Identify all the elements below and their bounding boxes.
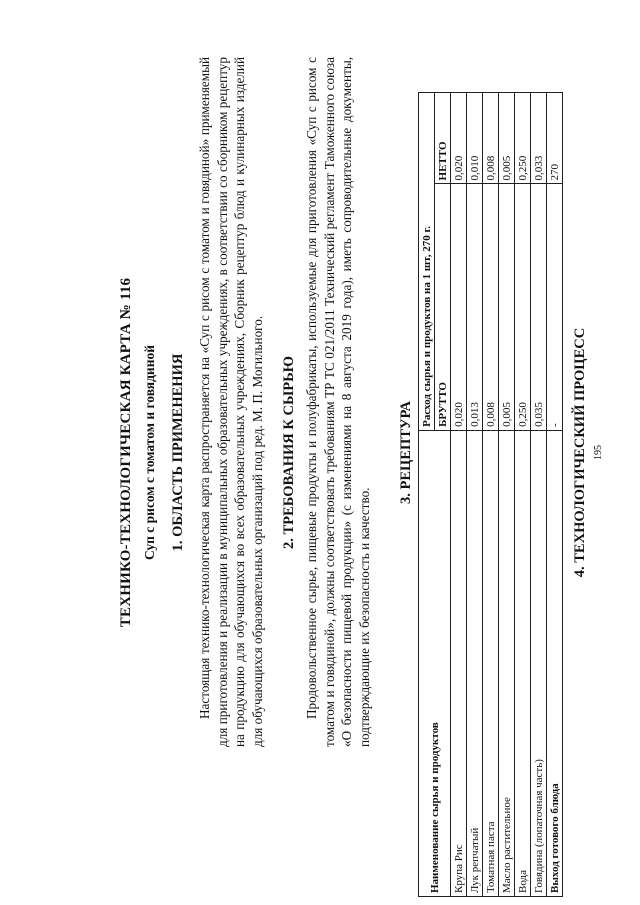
section-text-scope: Настоящая технико-технологическая карта распространяется на «Суп с рисом с томатом и говядиной» применяемый для приготовления и реализации в муниципальных образовательных учреждениях, в соответствии со сборником рецептур на продукцию для обучающихся во всех образовательных учреждениях, Сборник рецептур блюд и кулинарных изделий для обучающихся образовательных организаций под ред. М. П. Могильного. xyxy=(197,57,265,747)
table-row xyxy=(467,93,483,897)
column-header-brutto: БРУТТО xyxy=(435,184,451,430)
table-row xyxy=(515,93,531,897)
section-heading-recipe: 3. РЕЦЕПТУРА xyxy=(398,400,414,505)
ingredient-name: Томатная паста xyxy=(483,430,499,896)
section-heading-raw-materials: 2. ТРЕБОВАНИЯ К СЫРЬЮ xyxy=(281,356,297,549)
ingredient-name: Лук репчатый xyxy=(467,430,483,896)
column-header-consumption: Расход сырья и продуктов на 1 шт, 270 г. xyxy=(419,93,435,431)
table-row-yield xyxy=(547,93,563,897)
netto-value: 0,250 xyxy=(515,93,531,184)
page-number: 195 xyxy=(593,445,604,460)
ingredient-name: Масло растительное xyxy=(499,430,515,896)
column-header-netto: НЕТТО xyxy=(435,93,451,184)
ingredient-name: Говядина (лопаточная часть) xyxy=(531,430,547,896)
ingredient-name: Вода xyxy=(515,430,531,896)
netto-value: 0,005 xyxy=(499,93,515,184)
section-heading-process: 4. ТЕХНОЛОГИЧЕСКИЙ ПРОЦЕСС xyxy=(572,327,588,578)
section-text-raw-materials: Продовольственное сырье, пищевые продукты и полуфабрикаты, используемые для приготовления «Суп с рисом с томатом и говядиной», должны соответствовать требованиям ТР ТС 021/2011 Технический регламент Таможенного союза «О безопасности пищевой продукции» (с изменениями на 8 августа 2019 года), иметь сопроводительные документы, подтверждающие их безопасность и качество. xyxy=(304,57,372,747)
brutto-value: 0,005 xyxy=(499,184,515,430)
netto-value: 0,008 xyxy=(483,93,499,184)
brutto-value: 0,020 xyxy=(451,184,467,430)
table-row xyxy=(531,93,547,897)
dish-name: Суп с рисом с томатом и говядиной xyxy=(142,344,157,561)
brutto-value: 0,250 xyxy=(515,184,531,430)
table-row xyxy=(499,93,515,897)
yield-value: 270 xyxy=(547,93,563,184)
brutto-value: - xyxy=(547,184,563,430)
table-header-row xyxy=(419,93,435,897)
document-title: ТЕХНИКО-ТЕХНОЛОГИЧЕСКАЯ КАРТА № 116 xyxy=(118,277,134,628)
recipe-table xyxy=(418,92,563,897)
ingredient-name: Крупа Рис xyxy=(451,430,467,896)
netto-value: 0,010 xyxy=(467,93,483,184)
section-heading-scope: 1. ОБЛАСТЬ ПРИМЕНЕНИЯ xyxy=(170,353,186,552)
table-row xyxy=(483,93,499,897)
column-header-product: Наименование сырья и продуктов xyxy=(419,430,451,896)
netto-value: 0,033 xyxy=(531,93,547,184)
brutto-value: 0,008 xyxy=(483,184,499,430)
netto-value: 0,020 xyxy=(451,93,467,184)
brutto-value: 0,013 xyxy=(467,184,483,430)
brutto-value: 0,035 xyxy=(531,184,547,430)
yield-label: Выход готового блюда xyxy=(547,430,563,896)
table-row xyxy=(451,93,467,897)
